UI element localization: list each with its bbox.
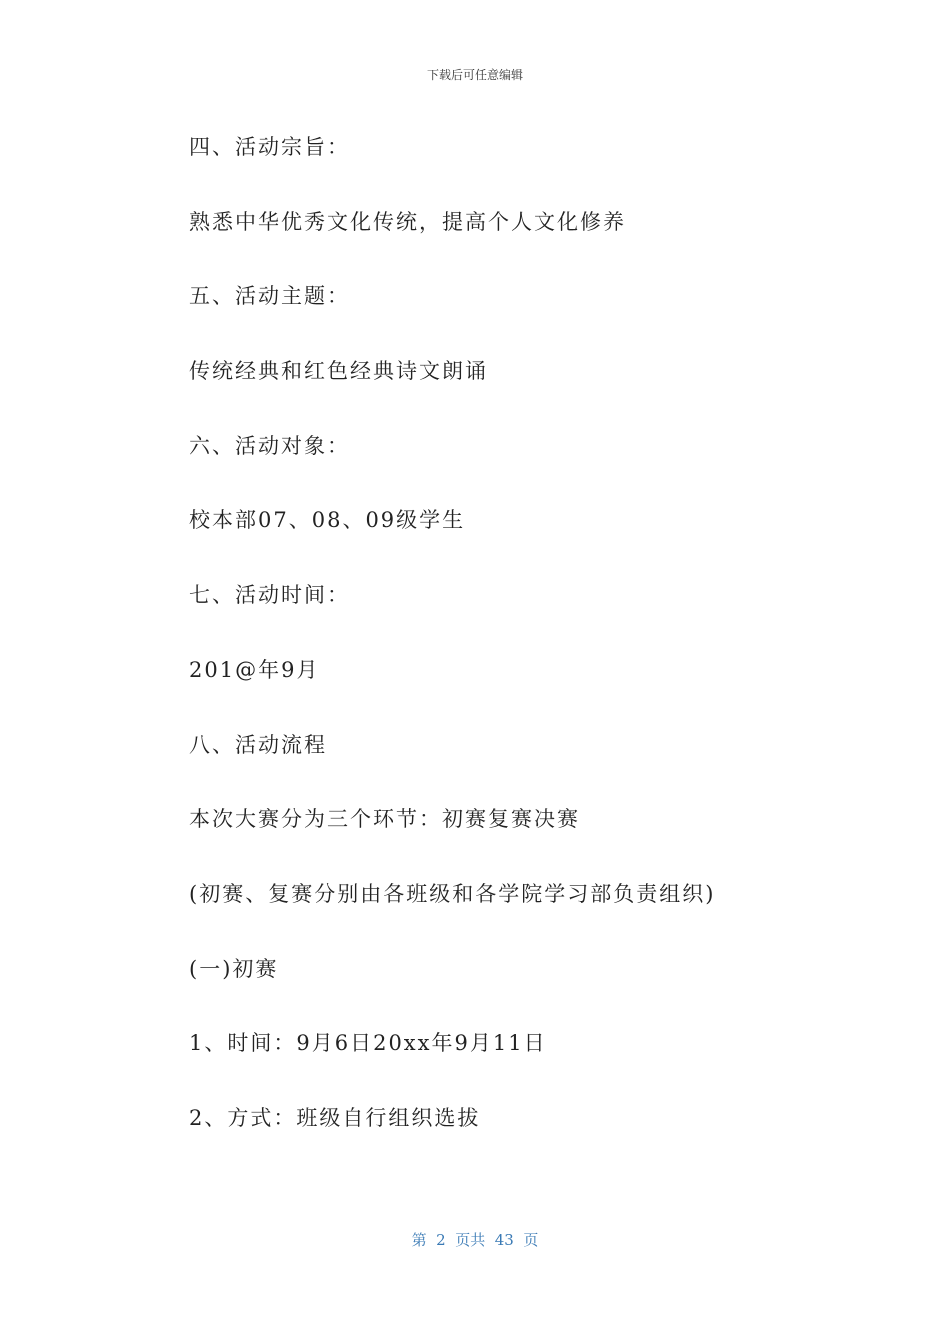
document-body <box>189 130 829 1176</box>
section-heading-purpose: 四、活动宗旨： <box>189 135 350 159</box>
paragraph-purpose: 熟悉中华优秀文化传统，提高个人文化修养 <box>189 209 626 234</box>
section-heading-theme: 五、活动主题： <box>189 284 350 309</box>
page-indicator: 第 2 页共 43 页 <box>411 1231 539 1249</box>
paragraph-time: 201@年9月 <box>189 657 320 682</box>
paragraph-theme: 传统经典和红色经典诗文朗诵 <box>189 359 488 384</box>
paragraph-stages: 本次大赛分为三个环节：初赛复赛决赛 <box>189 807 580 832</box>
section-heading-process: 八、活动流程 <box>189 732 327 757</box>
header-note: 下载后可任意编辑 <box>426 68 523 82</box>
paragraph-audience: 校本部07、08、09级学生 <box>189 508 466 533</box>
list-item-method: 2、方式：班级自行组织选拔 <box>189 1105 481 1130</box>
subheading-preliminary: (一)初赛 <box>189 956 279 981</box>
paragraph-organizers: (初赛、复赛分别由各班级和各学院学习部负责组织) <box>189 881 716 906</box>
list-item-time: 1、时间：9月6日20xx年9月11日 <box>189 1031 547 1056</box>
section-heading-audience: 六、活动对象： <box>189 433 350 458</box>
section-heading-time: 七、活动时间： <box>189 583 350 608</box>
